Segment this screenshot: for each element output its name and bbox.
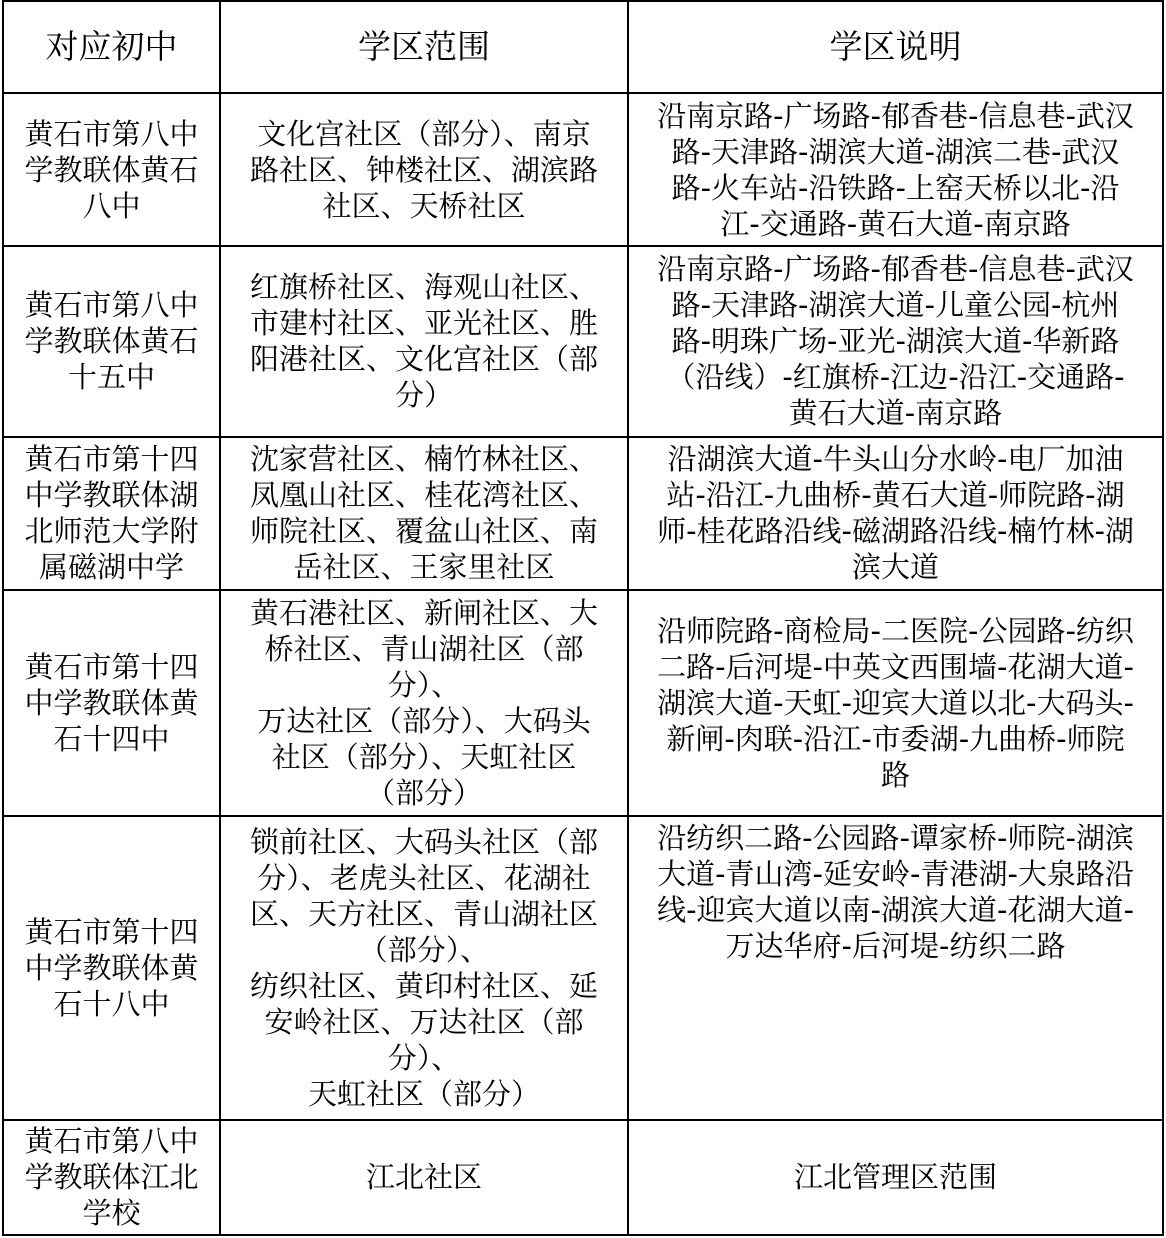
scope-cell xyxy=(220,816,628,1120)
scope-cell-line: 凤凰山社区、桂花湾社区、 xyxy=(249,478,598,513)
desc-cell xyxy=(628,437,1163,590)
header-school: 对应初中 xyxy=(3,1,220,93)
school-cell-line: 中学教联体黄 xyxy=(24,686,199,721)
desc-cell-line: 站-沿江-九曲桥-黄石大道-师院路-湖 xyxy=(666,478,1125,513)
header-row xyxy=(3,1,1163,93)
scope-cell-line: 社区（部分）、天虹社区 xyxy=(271,740,577,775)
desc-cell xyxy=(628,590,1163,816)
table-row xyxy=(3,437,1163,590)
desc-cell xyxy=(628,246,1163,436)
scope-cell-line: （部分）、 xyxy=(358,933,490,968)
desc-cell xyxy=(628,816,1163,1120)
desc-cell-line: 大道-青山湾-延安岭-青港湖-大泉路沿 xyxy=(657,857,1134,892)
school-district-table xyxy=(2,0,1164,1236)
scope-cell-line: 路社区、钟楼社区、湖滨路 xyxy=(249,152,598,187)
table-row xyxy=(3,246,1163,436)
scope-cell-line: 桥社区、青山湖社区（部 xyxy=(264,632,584,667)
scope-cell-line: 分）、 xyxy=(387,668,461,703)
school-cell xyxy=(3,590,220,816)
school-cell-line: 属磁湖中学 xyxy=(38,550,184,585)
school-cell-line: 学教联体江北 xyxy=(24,1160,199,1195)
desc-cell-line: 沿湖滨大道-牛头山分水岭-电厂加油 xyxy=(667,442,1124,477)
desc-cell-line: 江-交通路-黄石大道-南京路 xyxy=(720,206,1071,241)
scope-cell-line: 纺织社区、黄印村社区、延 xyxy=(249,969,598,1004)
desc-cell-line: 黄石大道-南京路 xyxy=(788,396,1003,431)
table-row xyxy=(3,590,1163,816)
desc-cell xyxy=(628,1120,1163,1235)
school-cell-line: 八中 xyxy=(82,188,141,223)
school-cell xyxy=(3,816,220,1120)
scope-cell xyxy=(220,437,628,590)
school-cell xyxy=(3,93,220,246)
scope-cell-line: 社区、天桥社区 xyxy=(322,188,526,223)
desc-cell-line: 江北管理区范围 xyxy=(793,1160,997,1195)
scope-cell-line: 锁前社区、大码头社区（部 xyxy=(249,825,598,860)
school-cell-line: 石十四中 xyxy=(53,722,170,757)
table-row xyxy=(3,1120,1163,1235)
scope-cell-line: 万达社区（部分）、大码头 xyxy=(257,704,591,739)
desc-cell-line: 沿师院路-商检局-二医院-公园路-纺织 xyxy=(657,614,1134,649)
scope-cell xyxy=(220,93,628,246)
desc-cell-line: 万达华府-后河堤-纺织二路 xyxy=(725,929,1066,964)
school-cell-line: 黄石市第十四 xyxy=(24,915,199,950)
school-cell-line: 石十八中 xyxy=(53,987,170,1022)
table-body xyxy=(3,93,1163,1235)
scope-cell-line: 岳社区、王家里社区 xyxy=(293,550,555,585)
desc-cell-line: 沿纺织二路-公园路-谭家桥-师院-湖滨 xyxy=(657,821,1134,856)
desc-cell-line: 路-天津路-湖滨大道-儿童公园-杭州 xyxy=(671,288,1120,323)
school-cell-line: 中学教联体湖 xyxy=(24,478,199,513)
desc-cell-line: 线-迎宾大道以南-湖滨大道-花湖大道- xyxy=(657,893,1134,928)
scope-cell-line: 黄石港社区、新闸社区、大 xyxy=(249,596,598,631)
desc-cell-line: 路-天津路-湖滨大道-湖滨二巷-武汉 xyxy=(671,134,1120,169)
scope-cell xyxy=(220,246,628,436)
header-desc: 学区说明 xyxy=(628,1,1163,93)
scope-cell-line: 阳港社区、文化宫社区（部 xyxy=(249,342,598,377)
table-row xyxy=(3,816,1163,1120)
school-cell-line: 黄石市第十四 xyxy=(24,650,199,685)
scope-cell-line: 江北社区 xyxy=(365,1160,482,1195)
school-cell-line: 学教联体黄石 xyxy=(24,324,199,359)
school-cell xyxy=(3,437,220,590)
school-cell xyxy=(3,1120,220,1235)
scope-cell-line: 分）、 xyxy=(387,1041,461,1076)
scope-cell-line: 红旗桥社区、海观山社区、 xyxy=(249,270,598,305)
desc-cell-line: 二路-后河堤-中英文西围墙-花湖大道- xyxy=(657,650,1134,685)
scope-cell-line: 分） xyxy=(394,378,453,413)
school-cell-line: 黄石市第八中 xyxy=(24,288,199,323)
school-cell-line: 学教联体黄石 xyxy=(24,152,199,187)
desc-cell-line: （沿线）-红旗桥-江边-沿江-交通路- xyxy=(666,360,1125,395)
scope-cell xyxy=(220,590,628,816)
scope-cell xyxy=(220,1120,628,1235)
desc-cell-line: 滨大道 xyxy=(851,550,939,585)
scope-cell-line: （部分） xyxy=(365,776,482,811)
desc-cell-line: 沿南京路-广场路-郁香巷-信息巷-武汉 xyxy=(657,252,1134,287)
school-cell-line: 学校 xyxy=(82,1196,141,1231)
scope-cell-line: 区、天方社区、青山湖社区 xyxy=(249,897,598,932)
desc-cell-line: 路-火车站-沿铁路-上窑天桥以北-沿 xyxy=(671,170,1120,205)
desc-cell-line: 路-明珠广场-亚光-湖滨大道-华新路 xyxy=(671,324,1120,359)
scope-cell-line: 沈家营社区、楠竹林社区、 xyxy=(249,442,598,477)
scope-cell-line: 安岭社区、万达社区（部 xyxy=(264,1005,584,1040)
scope-cell-line: 市建村社区、亚光社区、胜 xyxy=(249,306,598,341)
table-row xyxy=(3,93,1163,246)
scope-cell-line: 师院社区、覆盆山社区、南 xyxy=(249,514,598,549)
desc-cell xyxy=(628,93,1163,246)
desc-cell-line: 湖滨大道-天虹-迎宾大道以北-大码头- xyxy=(657,686,1134,721)
school-cell-line: 黄石市第八中 xyxy=(24,116,199,151)
school-cell-line: 黄石市第十四 xyxy=(24,442,199,477)
desc-cell-line: 路 xyxy=(880,758,910,793)
school-cell-line: 十五中 xyxy=(67,360,155,395)
desc-cell-line: 沿南京路-广场路-郁香巷-信息巷-武汉 xyxy=(657,98,1134,133)
school-cell-line: 黄石市第八中 xyxy=(24,1124,199,1159)
desc-cell-line: 师-桂花路沿线-磁湖路沿线-楠竹林-湖 xyxy=(657,514,1134,549)
school-cell-line: 北师范大学附 xyxy=(24,514,199,549)
header-scope: 学区范围 xyxy=(220,1,628,93)
school-cell-line: 中学教联体黄 xyxy=(24,951,199,986)
scope-cell-line: 天虹社区（部分） xyxy=(307,1077,540,1112)
scope-cell-line: 分）、老虎头社区、花湖社 xyxy=(257,861,591,896)
scope-cell-line: 文化宫社区（部分）、南京 xyxy=(257,116,591,151)
school-cell xyxy=(3,246,220,436)
desc-cell-line: 新闸-肉联-沿江-市委湖-九曲桥-师院 xyxy=(666,722,1125,757)
